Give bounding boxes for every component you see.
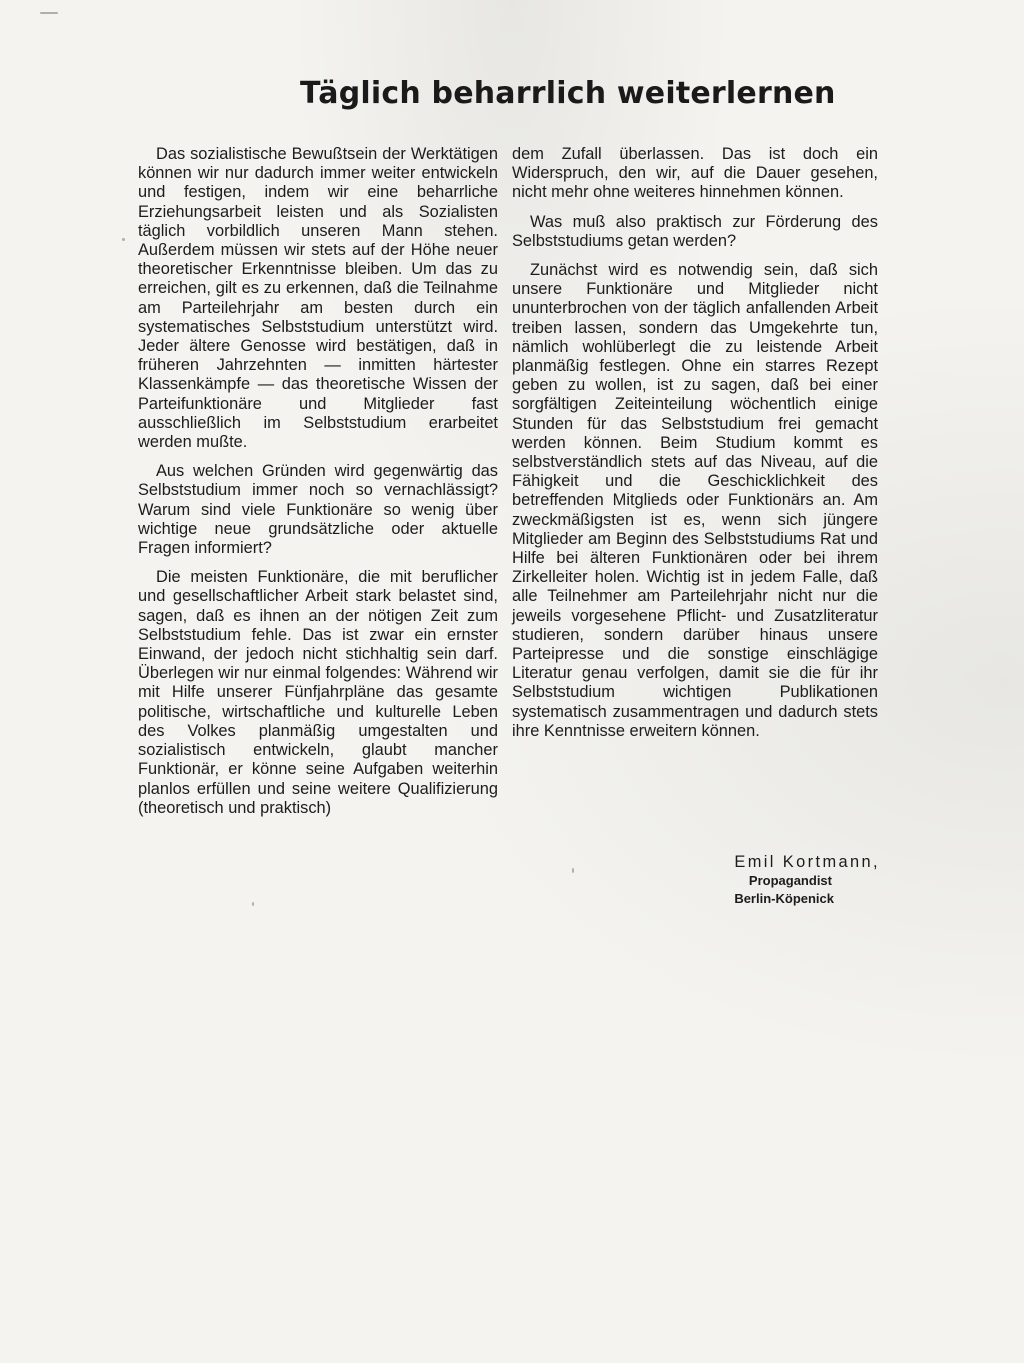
paragraph-5: Zunächst wird es notwendig sein, daß sich unsere Funktionäre und Mitglieder nicht ununterbrochen von der täglich anfallenden Arbeit treiben lassen, sondern das Umgekehrte tun, nämlich wohlüberlegt die zu leistende Arbeit planmäßig festlegen. Ohne ein starres Rezept geben zu wollen, ist zu sagen, daß bei einer sorgfältigen Zeiteinteilung wöchentlich einige Stunden für das Selbststudium frei gemacht werden können. Beim Studium kommt es selbstverständlich stets auf das Niveau, auf die Fähigkeit und die Geschicklichkeit des betreffenden Mitglieds oder Funktionärs an. Am zweckmäßigsten ist es, wenn sich jüngere Mitglieder am Beginn des Selbststudiums Rat und Hilfe bei älteren Funktionären oder bei ihrem Zirkelleiter holen. Wichtig ist in jedem Falle, daß alle Teilnehmer am Parteilehrjahr nicht nur die jeweils vorgesehene Pflicht- und Zusatzliteratur studieren, sondern darüber hinaus unsere Parteipresse und die sonstige einschlägige Literatur genau verfolgen, damit sie die für ihr Selbststudium wichtigen Publikationen systematisch zusammentragen und dadurch stets ihre Kenntnisse erweitern können. [512,261,878,740]
left-column [138,145,498,828]
author-signature [620,852,880,908]
paragraph-4: Was muß also praktisch zur Förderung des Selbststudiums getan werden? [512,212,878,250]
article-title: Täglich beharrlich weiterlernen [300,76,836,111]
right-column [512,145,878,751]
author-place: Berlin-Köpenick [734,891,834,906]
paragraph-3: Die meisten Funktionäre, die mit beruflicher und gesellschaftlicher Arbeit stark belastet sind, sagen, daß es ihnen an der nötigen Zeit zum Selbststudium fehle. Das ist zwar ein ernster Einwand, der jedoch nicht stichhaltig sein darf. Überlegen wir nur einmal folgendes: Während wir mit Hilfe unserer Fünfjahrpläne das gesamte politische, wirtschaftliche und kulturelle Leben des Volkes planmäßig umgestalten und sozialistisch entwickeln, glaubt mancher Funktionär, er könne seine Aufgaben weiterhin planlos erfüllen und seine weitere Qualifizierung (theoretisch und praktisch) [138,568,498,817]
paragraph-1: Das sozialistische Bewußtsein der Werktätigen können wir nur dadurch immer weiter entwickeln und festigen, indem wir eine beharrliche Erziehungsarbeit leisten und als Sozialisten täglich vorbildlich unseren Mann stehen. Außerdem müssen wir stets auf der Höhe neuer theoretischer Erkenntnisse bleiben. Um das zu erreichen, gilt es zu erkennen, daß die Teilnahme am Parteilehrjahr am besten durch ein systematisches Selbststudium unterstützt wird. Jeder ältere Genosse wird bestätigen, daß in früheren Jahrzehnten — inmitten härtester Klassenkämpfe — das theoretische Wissen der Parteifunktionäre und Mitglieder fast ausschließlich im Selbststudium erarbeitet werden mußte. [138,145,498,452]
author-role: Propagandist [748,873,832,888]
paragraph-2: Aus welchen Gründen wird gegenwärtig das Selbststudium immer noch so vernachlässigt? Warum sind viele Funktionäre so wenig über wichtige neue grundsätzliche oder aktuelle Fragen informiert? [138,462,498,558]
scan-speck [572,868,574,873]
paragraph-3-continued: dem Zufall überlassen. Das ist doch ein Widerspruch, den wir, auf die Dauer gesehen, nicht mehr ohne weiteres hinnehmen können. [512,145,878,202]
author-name: Emil Kortmann, [734,853,880,871]
scan-speck [122,238,125,241]
scan-speck [40,12,58,14]
scan-speck [252,902,254,906]
